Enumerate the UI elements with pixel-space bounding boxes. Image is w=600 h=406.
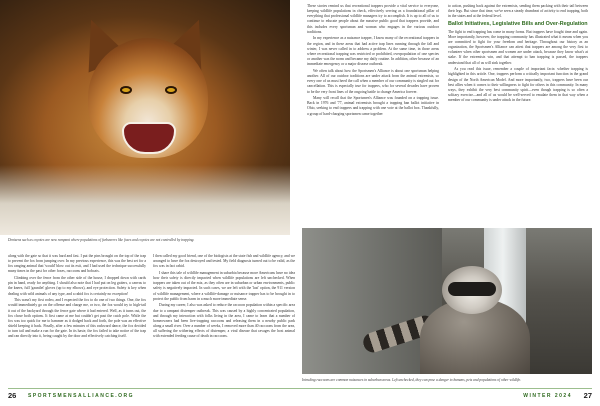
section-headline: Ballot Initiatives, Legislative Bills and Over-Regulation: [448, 21, 588, 28]
issue-date: WINTER 2024: [523, 393, 572, 399]
paragraph: along with the gate so that it was hard and fast. I put the pins brought on the top of the trap to prevent the fox from jumping over. In my previous experience, this was the best set for a fox ranging animal that 'would' blow out its exit, and I had used the technique successfully many times in the past for other foxes, raccoons and bobcats.: [8, 254, 146, 274]
paragraph: In my experience as a nuisance trapper, I know many of the recreational trappers in the region, and in these areas that had active trap lines running through the fall and winter, I was never called in to address a problem. At the same time, in those areas where recreational trapping was restricted or prohibited, overpopulation of one species or another was the norm and became my daily routine. In addition, other because of an immediate emergency or a major disease outbreak.: [307, 36, 439, 67]
fox-photo: [0, 0, 290, 235]
website-url: SPORTSMENSALLIANCE.ORG: [28, 393, 135, 399]
article-column-a: [307, 4, 439, 118]
article-column-b: [448, 4, 588, 105]
paragraph: I then called my good friend, one of the biologists at the state fish and wildlife agency, and we arranged to have the fox destroyed and tested. My field diagnosis turned out to be valid, as the fox was in fact rabid.: [153, 254, 295, 269]
raccoon-photo: [302, 228, 592, 374]
paragraph: During my career, I also was asked to reduce the raccoon population within a specific area due to a rampant distemper outbreak. This was caused by a highly concentrated population, and through my interaction with folks living in the area, I came to learn that a number of homeowners had been live-trapping raccoons and releasing them in a nearby public park along a small river. Over a number of weeks, I removed more than 40 raccoons from the area, all suffering the withering effects of distemper, a viral disease that ravages the host animal with extended feeding cause of death in raccoons.: [153, 303, 295, 339]
raccoon-photo-caption: Intruding raccoons are common nuisances in suburban areas. Left unchecked, they can pose a danger to humans, pets and populations of other wildlife.: [302, 378, 522, 382]
paragraph: The fight to end trapping has come in many forms. But trappers have fought time and again. More importantly, however, the trapping community has illustrated what it means when you are committed to fight for your freedom and heritage. Throughout our history as an organization, the Sportsmen's Alliance can attest that trappers are among the very first to volunteer when other sportsmen and women are under attack, because they know what's at stake. If the extremists win, and that attempt to ban trapping is passed, the trappers understand that all of us will sink together.: [448, 29, 588, 65]
paragraph: I share this tale of wildlife management in suburbia because more Americans have no idea how their safety is directly impacted when wildlife populations are left unchecked. When trappers are taken out of the mix, as they often are in suburban or urban environments, public safety is negatively impacted. In such cases, we are left with the 'last' option, the 911 version of wildlife management, where a wildlife-damage or nuisance trapper has to be brought in to protect the public from harm in a much more immediate sense.: [153, 270, 295, 301]
paragraph: to action, pushing back against the extremists, sending them packing with their tail between their legs. But since that time, we've seen a steady drumbeat of activity to end trapping, both in the states and at the federal level.: [448, 4, 588, 19]
paragraph: These stories remind us that recreational trappers provide a vital service to everyone, keeping wildlife populations in check, effectively serving as a foundational pillar of everything that professional wildlife managers try to accomplish. It is up to all of us to continue to educate people about the massive public good that trappers provide, and this includes every sportsman and woman who engages in the various outdoor traditions.: [307, 4, 439, 34]
fox-photo-caption: Denizens such as coyotes are now rampant where populations of furbearers like foxes and coyotes are not controlled by trapping.: [8, 238, 195, 242]
article-column-c: [8, 254, 146, 341]
footer-rule: [8, 388, 592, 389]
page-number-left: 26: [8, 391, 17, 400]
paragraph: Climbing over the fence from the other side of the house, I dropped down with cards pin in hand, ready for anything. I should also note that I had put on leg gaiters, a canvas to the knees, full 'gauntlet' gloves (up to my elbows), and eye protection. Safety is key when dealing with wild animals of any type, and a rabid fox is certainly no exception!: [8, 276, 146, 296]
page-number-right: 27: [583, 391, 592, 400]
paragraph: This wasn't my first rodeo, and I expected the fox to do one of two things. One, the fox would immediately go on the offense and charge me, or two, the fox would try to high-tail it out of the backyard through the fence gate where it had entered. Well, as it turns out, the fox chose both options. It first came at me but couldn't get past the catch pole. While the fox was too quick for me to hammer as it dodged back and forth, the pole was an effective shield keeping it back. Finally, after a few minutes of this awkward dance, the fox decided to turn tail and make a run for the gate. In its haste, the fox failed to take notice of the trap and ran directly into it, being caught by the door and effectively catching itself.: [8, 298, 146, 339]
paragraph: We often talk about how the Sportsmen's Alliance is about one sportsman helping another. All of our outdoor traditions are under attack from the animal extremists, so every one of us must heed the call when a member of our community is singled out for cancellation. This is especially true for trappers, who for several decades have proven to be the very front lines of the ongoing battle to change America forever.: [307, 68, 439, 94]
page-footer: [0, 388, 600, 406]
paragraph: Many will recall that the Sportsmen's Alliance was founded on a trapping issue. Back in 1976 and '77, animal extremists brought a trapping ban ballot initiative in Ohio, seeking to end trappers and trapping with one vote at the ballot box. Thankfully, a group of hard-charging sportsmen came together: [307, 96, 439, 116]
paragraph: As you read this issue, remember a couple of important facts: whether trapping is highlighted in this article. One, trappers perform a critically important function in the grand design of the North American Model. And more importantly, two, trappers have been our best allies when it comes to their willingness to fight for others in this community. In many ways, they exhibit the very best community spirit—even though trapping is so often a solitary exercise—and all of us would be well-served to emulate them in that way when a member of our community is under attack in the future.: [448, 67, 588, 103]
article-column-d: [153, 254, 295, 341]
